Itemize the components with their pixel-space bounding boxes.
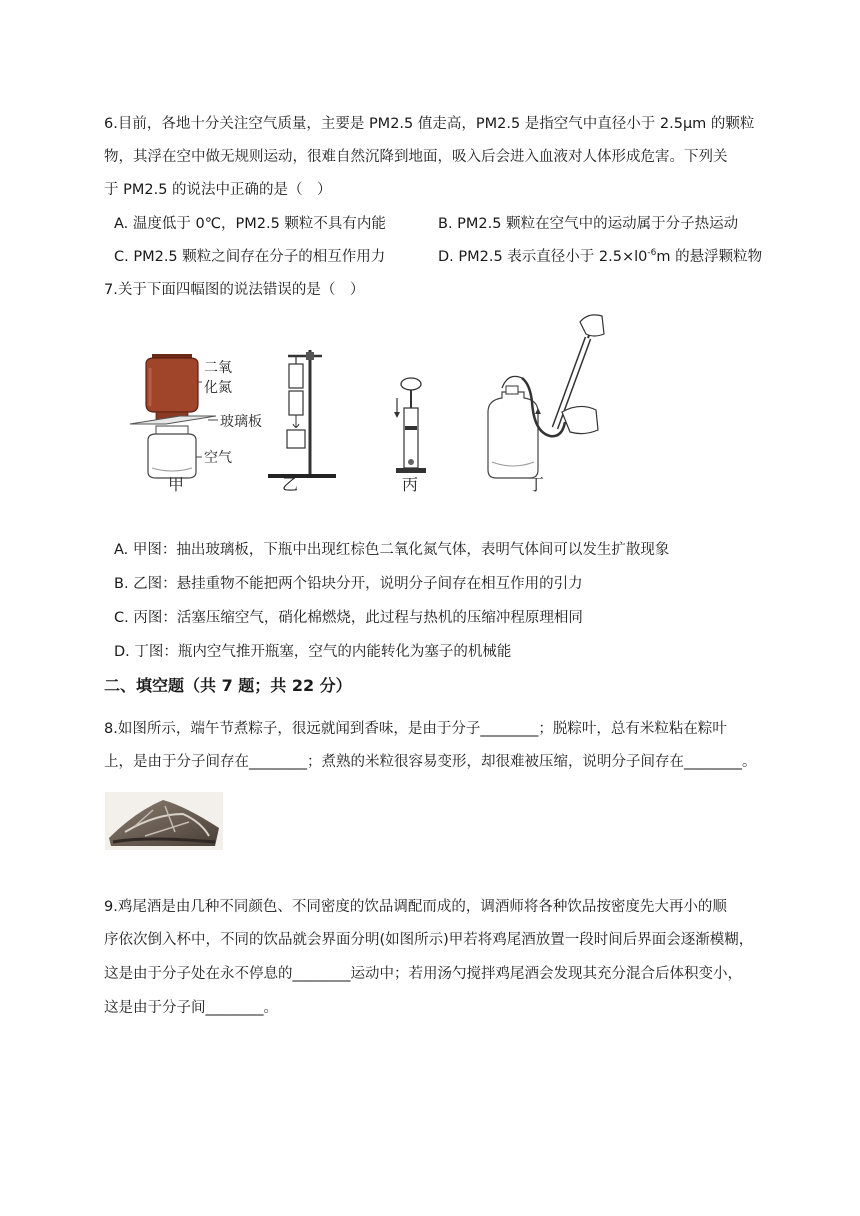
ding-diagram <box>488 315 604 478</box>
q9-line-1: 9.鸡尾酒是由几种不同颜色、不同密度的饮品调配而成的，调酒师将各种饮品按密度先大再小的顺 <box>104 899 727 915</box>
q7-option-a: A. 甲图：抽出玻璃板，下瓶中出现红棕色二氧化氮气体，表明气体间可以发生扩散现象 <box>114 542 670 558</box>
jia-air-label: 空气 <box>204 450 232 466</box>
q6-line-3: 于 PM2.5 的说法中正确的是（ ） <box>104 182 332 198</box>
q6-line-1: 6.目前，各地十分关注空气质量，主要是 PM2.5 值走高，PM2.5 是指空气中直径小于 2.5μm 的颗粒 <box>104 116 755 132</box>
q6-option-d-pre: D. PM2.5 表示直径小于 2.5×l0 <box>438 249 648 265</box>
q8-line-2: 上，是由于分子间存在________；煮熟的米粒很容易变形，却很难被压缩，说明分子间存在________。 <box>104 754 757 770</box>
bing-diagram <box>394 378 426 473</box>
q6-option-d <box>438 245 762 266</box>
q7-option-c: C. 丙图：活塞压缩空气，硝化棉燃烧，此过程与热机的压缩冲程原理相同 <box>114 610 583 626</box>
zongzi-photo <box>105 792 223 850</box>
q9-line-2: 序依次倒入杯中，不同的饮品就会界面分明(如图所示)甲若将鸡尾酒放置一段时间后界面会逐渐模糊， <box>104 932 754 948</box>
q6-line-2: 物，其浮在空中做无规则运动，很难自然沉降到地面，吸入后会进入血液对人体形成危害。下列关 <box>104 149 728 165</box>
q9-line-4: 这是由于分子间________。 <box>104 1000 278 1016</box>
q7-option-d: D. 丁图：瓶内空气推开瓶塞，空气的内能转化为塞子的机械能 <box>114 644 512 660</box>
yi-diagram <box>268 350 336 476</box>
q6-option-d-post: m 的悬浮颗粒物 <box>656 249 763 265</box>
q6-option-b: B. PM2.5 颗粒在空气中的运动属于分子热运动 <box>438 216 739 232</box>
section-heading: 二、填空题（共 7 题；共 22 分） <box>104 676 352 695</box>
q7-stem: 7.关于下面四幅图的说法错误的是（ ） <box>104 282 365 298</box>
q6-option-c: C. PM2.5 颗粒之间存在分子的相互作用力 <box>114 249 386 265</box>
jia-gas-label-1: 二氧 <box>204 360 232 376</box>
q8-line-1: 8.如图所示，端午节煮粽子，很远就闻到香味，是由于分子________；脱粽叶，总有米粒粘在粽叶 <box>104 721 727 737</box>
q6-option-a: A. 温度低于 0℃，PM2.5 颗粒不具有内能 <box>114 216 386 232</box>
q6-option-d-exponent: -6 <box>647 248 657 259</box>
jia-gas-label-2: 化氮 <box>204 380 232 396</box>
q9-line-3: 这是由于分子处在永不停息的________运动中；若用汤勺搅拌鸡尾酒会发现其充分混合后体积变小， <box>104 966 742 982</box>
fig-label-yi: 乙 <box>282 475 299 492</box>
fig-label-ding: 丁 <box>528 475 545 492</box>
fig-label-bing: 丙 <box>402 475 419 492</box>
q7-option-b: B. 乙图：悬挂重物不能把两个铅块分开，说明分子间存在相互作用的引力 <box>114 576 583 592</box>
jia-plate-label: 玻璃板 <box>220 414 262 430</box>
fig-label-jia: 甲 <box>168 475 185 492</box>
q7-figure <box>110 312 620 492</box>
